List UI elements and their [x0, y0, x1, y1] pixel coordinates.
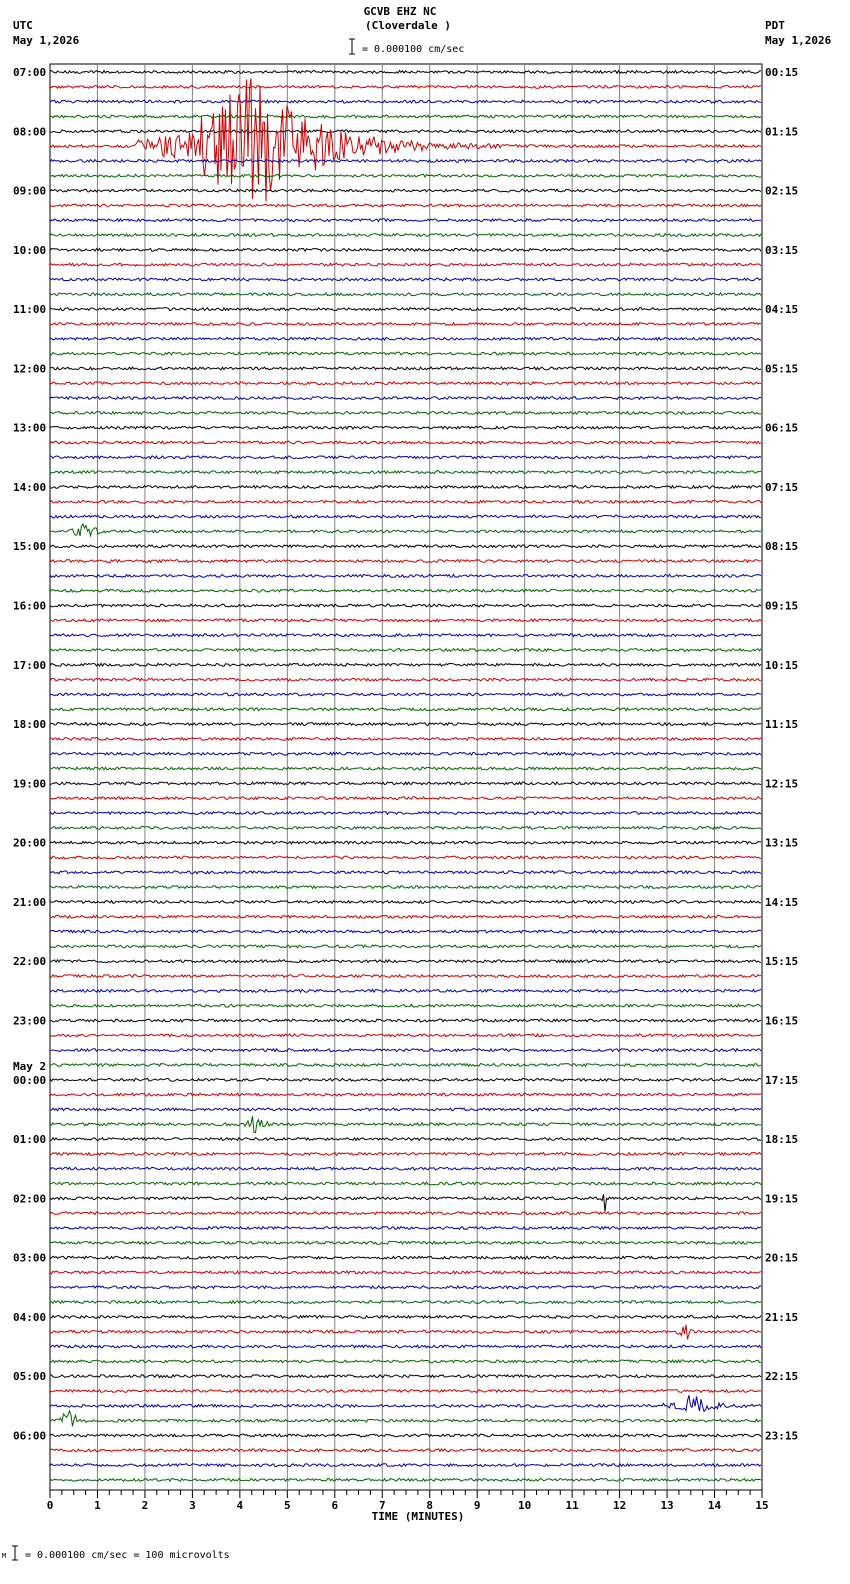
seismic-trace — [50, 1212, 761, 1215]
seismic-trace — [50, 174, 761, 177]
x-tick-label: 11 — [565, 1499, 579, 1512]
seismic-trace — [50, 293, 761, 296]
seismic-trace — [50, 1411, 761, 1427]
seismic-trace — [50, 575, 761, 578]
right-hour-label: 05:15 — [765, 362, 799, 376]
scale-bar-label: = 0.000100 cm/sec — [362, 44, 465, 55]
seismic-trace — [50, 1395, 761, 1411]
seismic-trace — [50, 1153, 761, 1156]
seismic-trace — [50, 1271, 761, 1274]
left-hour-label: 17:00 — [13, 658, 47, 672]
right-hour-label: 10:15 — [765, 658, 799, 672]
seismic-trace — [50, 85, 761, 88]
seismic-trace — [50, 1316, 761, 1319]
left-hour-label: 22:00 — [13, 955, 47, 969]
seismic-trace — [50, 352, 761, 355]
x-tick-label: 3 — [189, 1499, 196, 1512]
right-hour-label: 01:15 — [765, 125, 799, 139]
left-hour-label: 15:00 — [13, 540, 47, 554]
seismic-trace — [50, 1375, 761, 1378]
seismic-trace — [50, 1325, 761, 1340]
seismic-trace — [50, 471, 761, 474]
seismic-trace — [50, 382, 761, 385]
seismic-trace — [50, 1078, 761, 1081]
left-hour-label: 02:00 — [13, 1192, 47, 1206]
seismic-trace — [50, 886, 761, 889]
right-hour-label: 09:15 — [765, 599, 799, 613]
seismic-trace — [50, 500, 761, 503]
right-hour-label: 08:15 — [765, 540, 799, 554]
seismic-trace — [50, 723, 761, 726]
right-hour-label: 11:15 — [765, 718, 799, 732]
right-hour-label: 17:15 — [765, 1073, 799, 1087]
x-tick-label: 0 — [46, 1499, 54, 1512]
seismic-trace — [50, 367, 761, 370]
x-tick-label: 15 — [755, 1499, 769, 1512]
seismic-trace — [50, 604, 761, 607]
seismic-trace — [50, 1434, 761, 1437]
x-axis-label: TIME (MINUTES) — [371, 1510, 465, 1523]
right-hour-label: 15:15 — [765, 955, 799, 969]
seismic-trace — [50, 456, 761, 459]
seismic-trace — [50, 1093, 761, 1096]
seismic-trace — [50, 1479, 761, 1482]
right-hour-label: 02:15 — [765, 184, 799, 198]
left-hour-label: 23:00 — [13, 1014, 47, 1028]
seismic-trace — [50, 278, 761, 281]
left-hour-label: 04:00 — [13, 1310, 47, 1324]
right-hour-label: 07:15 — [765, 480, 799, 494]
seismic-trace — [50, 524, 761, 536]
seismic-trace — [50, 560, 761, 563]
seismic-trace — [50, 219, 761, 222]
seismic-trace — [50, 100, 761, 103]
seismic-trace — [50, 1064, 761, 1067]
seismic-trace — [50, 826, 761, 829]
left-hour-label: 00:00 — [13, 1073, 47, 1087]
seismic-trace — [50, 989, 761, 992]
seismic-trace — [50, 1019, 761, 1022]
left-hour-label: 20:00 — [13, 836, 47, 850]
seismic-trace — [50, 649, 761, 652]
left-hour-label: 01:00 — [13, 1133, 47, 1147]
left-timezone: UTC — [13, 19, 33, 32]
right-hour-label: 13:15 — [765, 836, 799, 850]
seismic-trace — [50, 1167, 761, 1170]
seismic-trace — [50, 797, 761, 800]
seismic-trace — [50, 263, 761, 266]
left-hour-label: 19:00 — [13, 777, 47, 791]
right-hour-label: 03:15 — [765, 243, 799, 257]
left-date: May 1,2026 — [13, 34, 80, 47]
seismic-trace — [50, 1345, 761, 1348]
seismic-trace — [50, 678, 761, 681]
left-hour-label: 07:00 — [13, 66, 47, 79]
x-tick-label: 8 — [426, 1499, 434, 1512]
left-hour-label: 05:00 — [13, 1370, 47, 1384]
seismic-trace — [50, 1227, 761, 1230]
svg-text:M: M — [2, 1552, 7, 1560]
seismic-trace — [50, 234, 761, 237]
x-tick-label: 7 — [378, 1499, 386, 1512]
x-tick-label: 2 — [141, 1499, 149, 1512]
seismic-trace — [50, 397, 761, 400]
seismic-trace — [50, 841, 761, 844]
left-hour-label: 14:00 — [13, 480, 47, 494]
x-tick-label: 12 — [612, 1499, 627, 1512]
x-tick-label: 14 — [707, 1499, 722, 1512]
x-tick-label: 13 — [660, 1499, 674, 1512]
seismic-trace — [50, 1449, 761, 1452]
footer-scale-label: = 0.000100 cm/sec = 100 microvolts — [25, 1550, 230, 1561]
seismic-trace — [50, 1034, 761, 1037]
seismic-trace — [50, 619, 761, 622]
seismic-trace — [50, 1138, 761, 1141]
x-tick-label: 4 — [236, 1499, 244, 1512]
right-hour-label: 14:15 — [765, 895, 799, 909]
right-hour-label: 00:15 — [765, 66, 799, 79]
seismic-trace — [50, 589, 761, 592]
right-hour-label: 04:15 — [765, 303, 799, 317]
seismic-trace — [50, 812, 761, 815]
seismic-trace — [50, 1108, 761, 1111]
left-hour-label: 12:00 — [13, 362, 47, 376]
seismic-trace — [50, 515, 761, 518]
seismic-trace — [50, 752, 761, 755]
seismic-trace — [50, 1256, 761, 1259]
left-hour-label: 21:00 — [13, 895, 47, 909]
seismic-trace — [50, 115, 761, 118]
right-hour-label: 16:15 — [765, 1014, 799, 1028]
right-hour-label: 23:15 — [765, 1429, 799, 1443]
seismic-trace — [50, 634, 761, 637]
left-hour-label: 18:00 — [13, 718, 47, 732]
seismic-trace — [50, 1360, 761, 1363]
seismic-trace — [50, 871, 761, 874]
x-tick-label: 10 — [518, 1499, 532, 1512]
seismic-trace — [50, 1241, 761, 1244]
seismic-trace — [50, 308, 761, 311]
seismic-trace — [50, 130, 761, 133]
x-tick-label: 6 — [331, 1499, 339, 1512]
left-hour-label: 11:00 — [13, 303, 47, 317]
seismic-trace — [50, 1286, 761, 1289]
seismic-trace — [50, 1004, 761, 1007]
right-hour-label: 06:15 — [765, 421, 799, 435]
station-title: GCVB EHZ NC — [363, 5, 437, 18]
seismic-trace — [50, 693, 761, 696]
seismic-trace — [50, 412, 761, 415]
left-hour-label: 06:00 — [13, 1429, 47, 1443]
right-hour-label: 19:15 — [765, 1192, 799, 1206]
seismic-trace — [50, 189, 761, 192]
left-hour-label: 16:00 — [13, 599, 47, 613]
left-hour-label: 09:00 — [13, 184, 47, 198]
left-hour-label: 03:00 — [13, 1251, 47, 1265]
left-hour-label: 08:00 — [13, 125, 47, 139]
seismic-trace — [50, 337, 761, 340]
seismic-trace — [50, 323, 761, 326]
seismic-trace — [50, 71, 761, 74]
seismic-trace — [50, 901, 761, 904]
seismic-trace — [50, 1390, 761, 1393]
right-hour-label: 22:15 — [765, 1370, 799, 1384]
seismic-trace — [50, 79, 761, 202]
right-hour-label: 18:15 — [765, 1133, 799, 1147]
x-tick-label: 1 — [94, 1499, 101, 1512]
x-tick-label: 9 — [473, 1499, 481, 1512]
seismic-trace — [50, 160, 761, 163]
seismic-trace — [50, 782, 761, 785]
right-date: May 1,2026 — [765, 34, 832, 47]
right-timezone: PDT — [765, 19, 785, 32]
seismic-trace — [50, 1194, 761, 1211]
seismic-trace — [50, 1464, 761, 1467]
seismic-trace — [50, 1301, 761, 1304]
seismic-trace — [50, 663, 761, 666]
seismic-trace — [50, 738, 761, 741]
seismic-trace — [50, 441, 761, 444]
seismic-trace — [50, 856, 761, 859]
seismic-trace — [50, 204, 761, 207]
seismic-trace — [50, 975, 761, 978]
plot-frame — [50, 64, 762, 1490]
seismic-trace — [50, 767, 761, 770]
seismic-trace — [50, 248, 761, 251]
x-tick-label: 5 — [284, 1499, 291, 1512]
seismic-trace — [50, 945, 761, 948]
left-hour-label: 10:00 — [13, 243, 47, 257]
left-hour-label: 13:00 — [13, 421, 47, 435]
seismic-trace — [50, 960, 761, 963]
seismic-trace — [50, 1116, 761, 1132]
seismic-trace — [50, 1049, 761, 1052]
seismic-trace — [50, 426, 761, 429]
seismic-trace — [50, 545, 761, 548]
seismic-trace — [50, 930, 761, 933]
seismic-trace — [50, 1182, 761, 1185]
seismic-trace — [50, 708, 761, 711]
station-location: (Cloverdale ) — [364, 19, 452, 32]
right-hour-label: 12:15 — [765, 777, 799, 791]
seismic-trace — [50, 486, 761, 489]
seismic-trace — [50, 915, 761, 918]
day-change-label: May 2 — [13, 1059, 47, 1073]
right-hour-label: 21:15 — [765, 1310, 799, 1324]
right-hour-label: 20:15 — [765, 1251, 799, 1265]
